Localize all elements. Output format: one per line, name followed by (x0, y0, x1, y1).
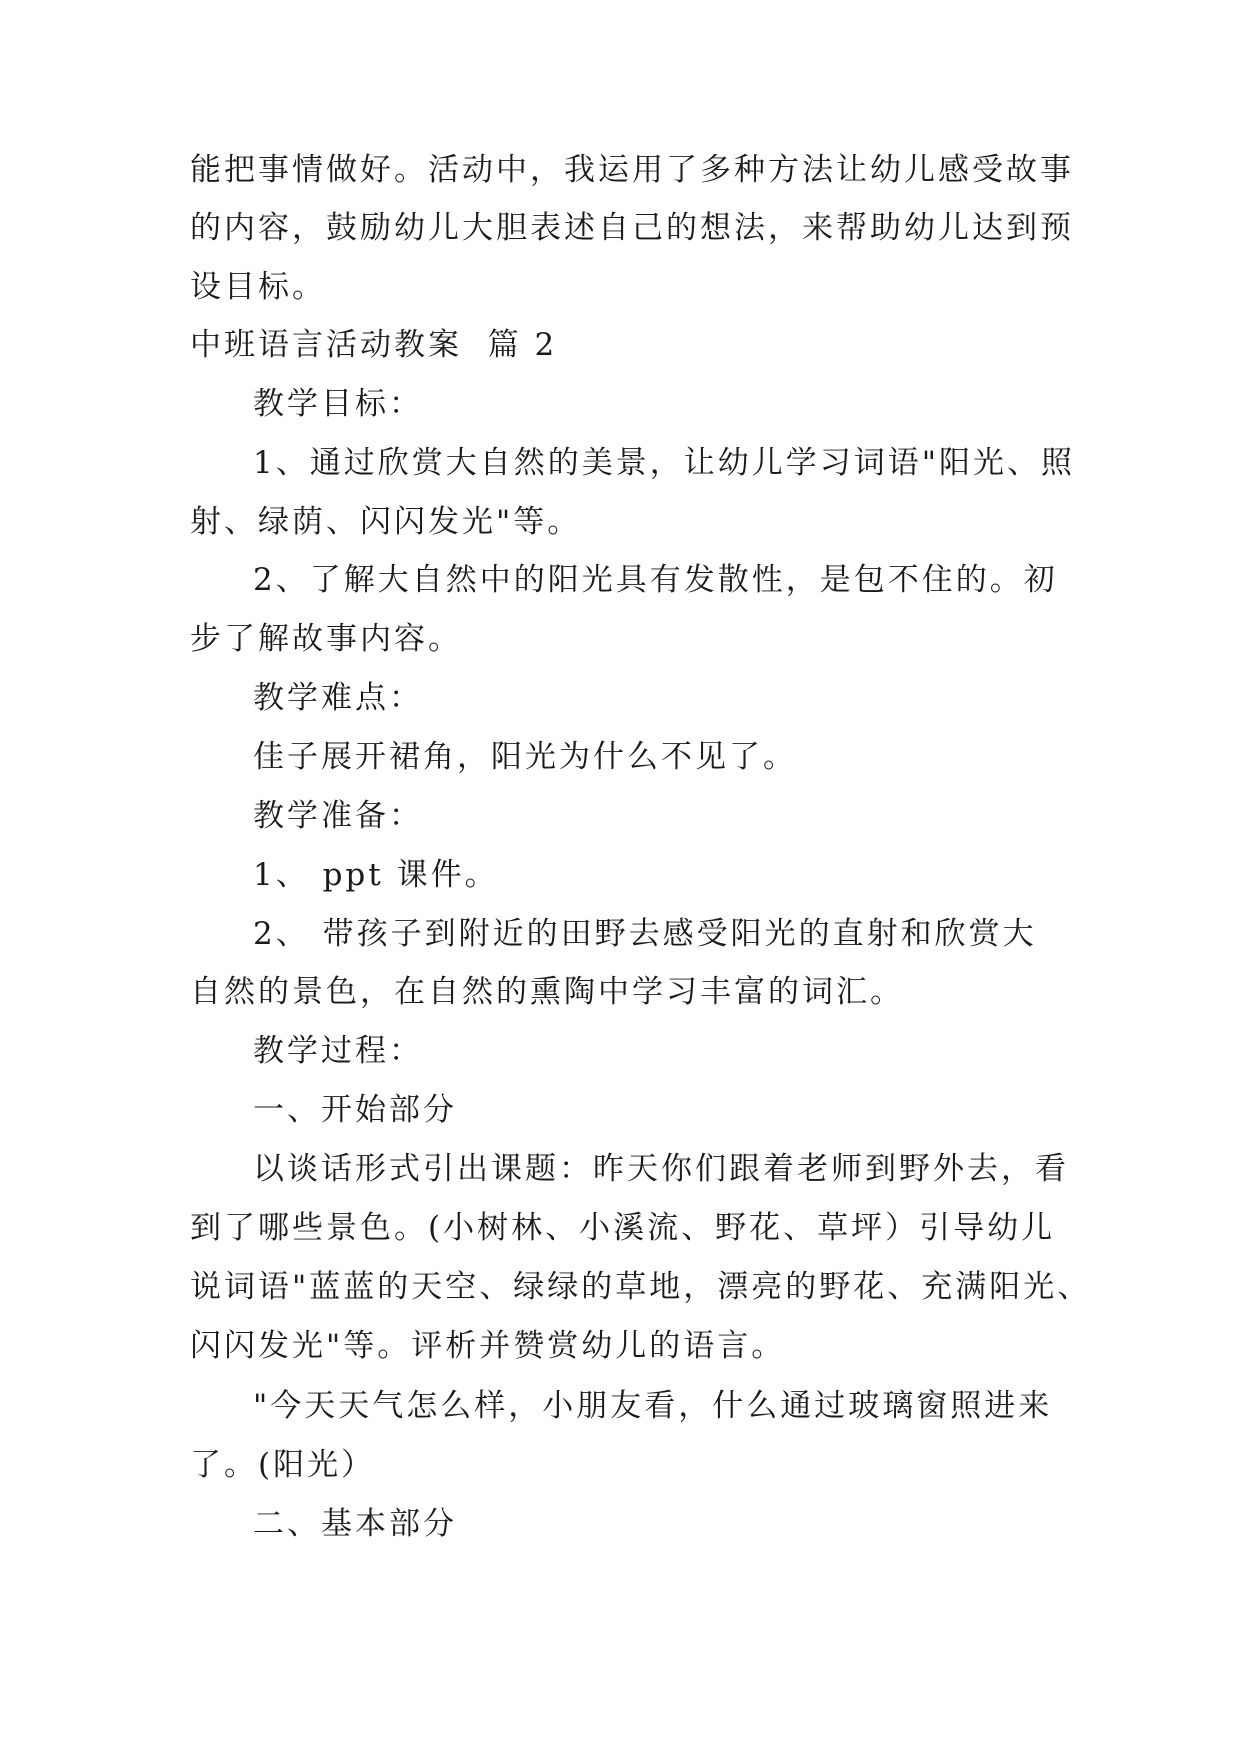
paragraph-line: 射、绿荫、闪闪发光"等。 (190, 504, 582, 540)
paragraph-line: 闪闪发光"等。评析并赞赏幼儿的语言。 (190, 1328, 786, 1364)
paragraph-line: 能把事情做好。活动中，我运用了多种方法让幼儿感受故事 (190, 152, 1074, 188)
paragraph-line: 步了解故事内容。 (190, 621, 462, 657)
subheading-part-one: 一、开始部分 (253, 1092, 457, 1128)
paragraph-line: 自然的景色，在自然的熏陶中学习丰富的词汇。 (190, 974, 904, 1010)
paragraph-line: 说词语"蓝蓝的天空、绿绿的草地，漂亮的野花、充满阳光、 (190, 1269, 1092, 1305)
paragraph-line: 的内容，鼓励幼儿大胆表述自己的想法，来帮助幼儿达到预 (190, 210, 1074, 246)
paragraph-line: 2、 带孩子到附近的田野去感受阳光的直射和欣赏大 (253, 916, 1037, 952)
section-heading: 中班语言活动教案 篇 2 (190, 327, 558, 363)
paragraph-line: 佳子展开裙角，阳光为什么不见了。 (253, 739, 797, 775)
subheading-teaching-preparation: 教学准备： (253, 798, 423, 834)
paragraph-line: 了。(阳光） (190, 1447, 376, 1483)
paragraph-line: "今天天气怎么样，小朋友看，什么通过玻璃窗照进来 (253, 1388, 1053, 1424)
subheading-teaching-difficulty: 教学难点： (253, 680, 423, 716)
paragraph-line: 以谈话形式引出课题：昨天你们跟着老师到野外去，看 (253, 1151, 1069, 1187)
paragraph-line: 1、 ppt 课件。 (253, 857, 499, 893)
paragraph-line: 到了哪些景色。(小树林、小溪流、野花、草坪）引导幼儿 (190, 1210, 1056, 1246)
subheading-teaching-goals: 教学目标： (253, 386, 423, 422)
paragraph-line: 1、通过欣赏大自然的美景，让幼儿学习词语"阳光、照 (253, 445, 1075, 481)
paragraph-line: 2、了解大自然中的阳光具有发散性，是包不住的。初 (253, 562, 1058, 598)
paragraph-line: 设目标。 (190, 269, 326, 305)
subheading-part-two: 二、基本部分 (253, 1506, 457, 1542)
subheading-teaching-process: 教学过程： (253, 1033, 423, 1069)
